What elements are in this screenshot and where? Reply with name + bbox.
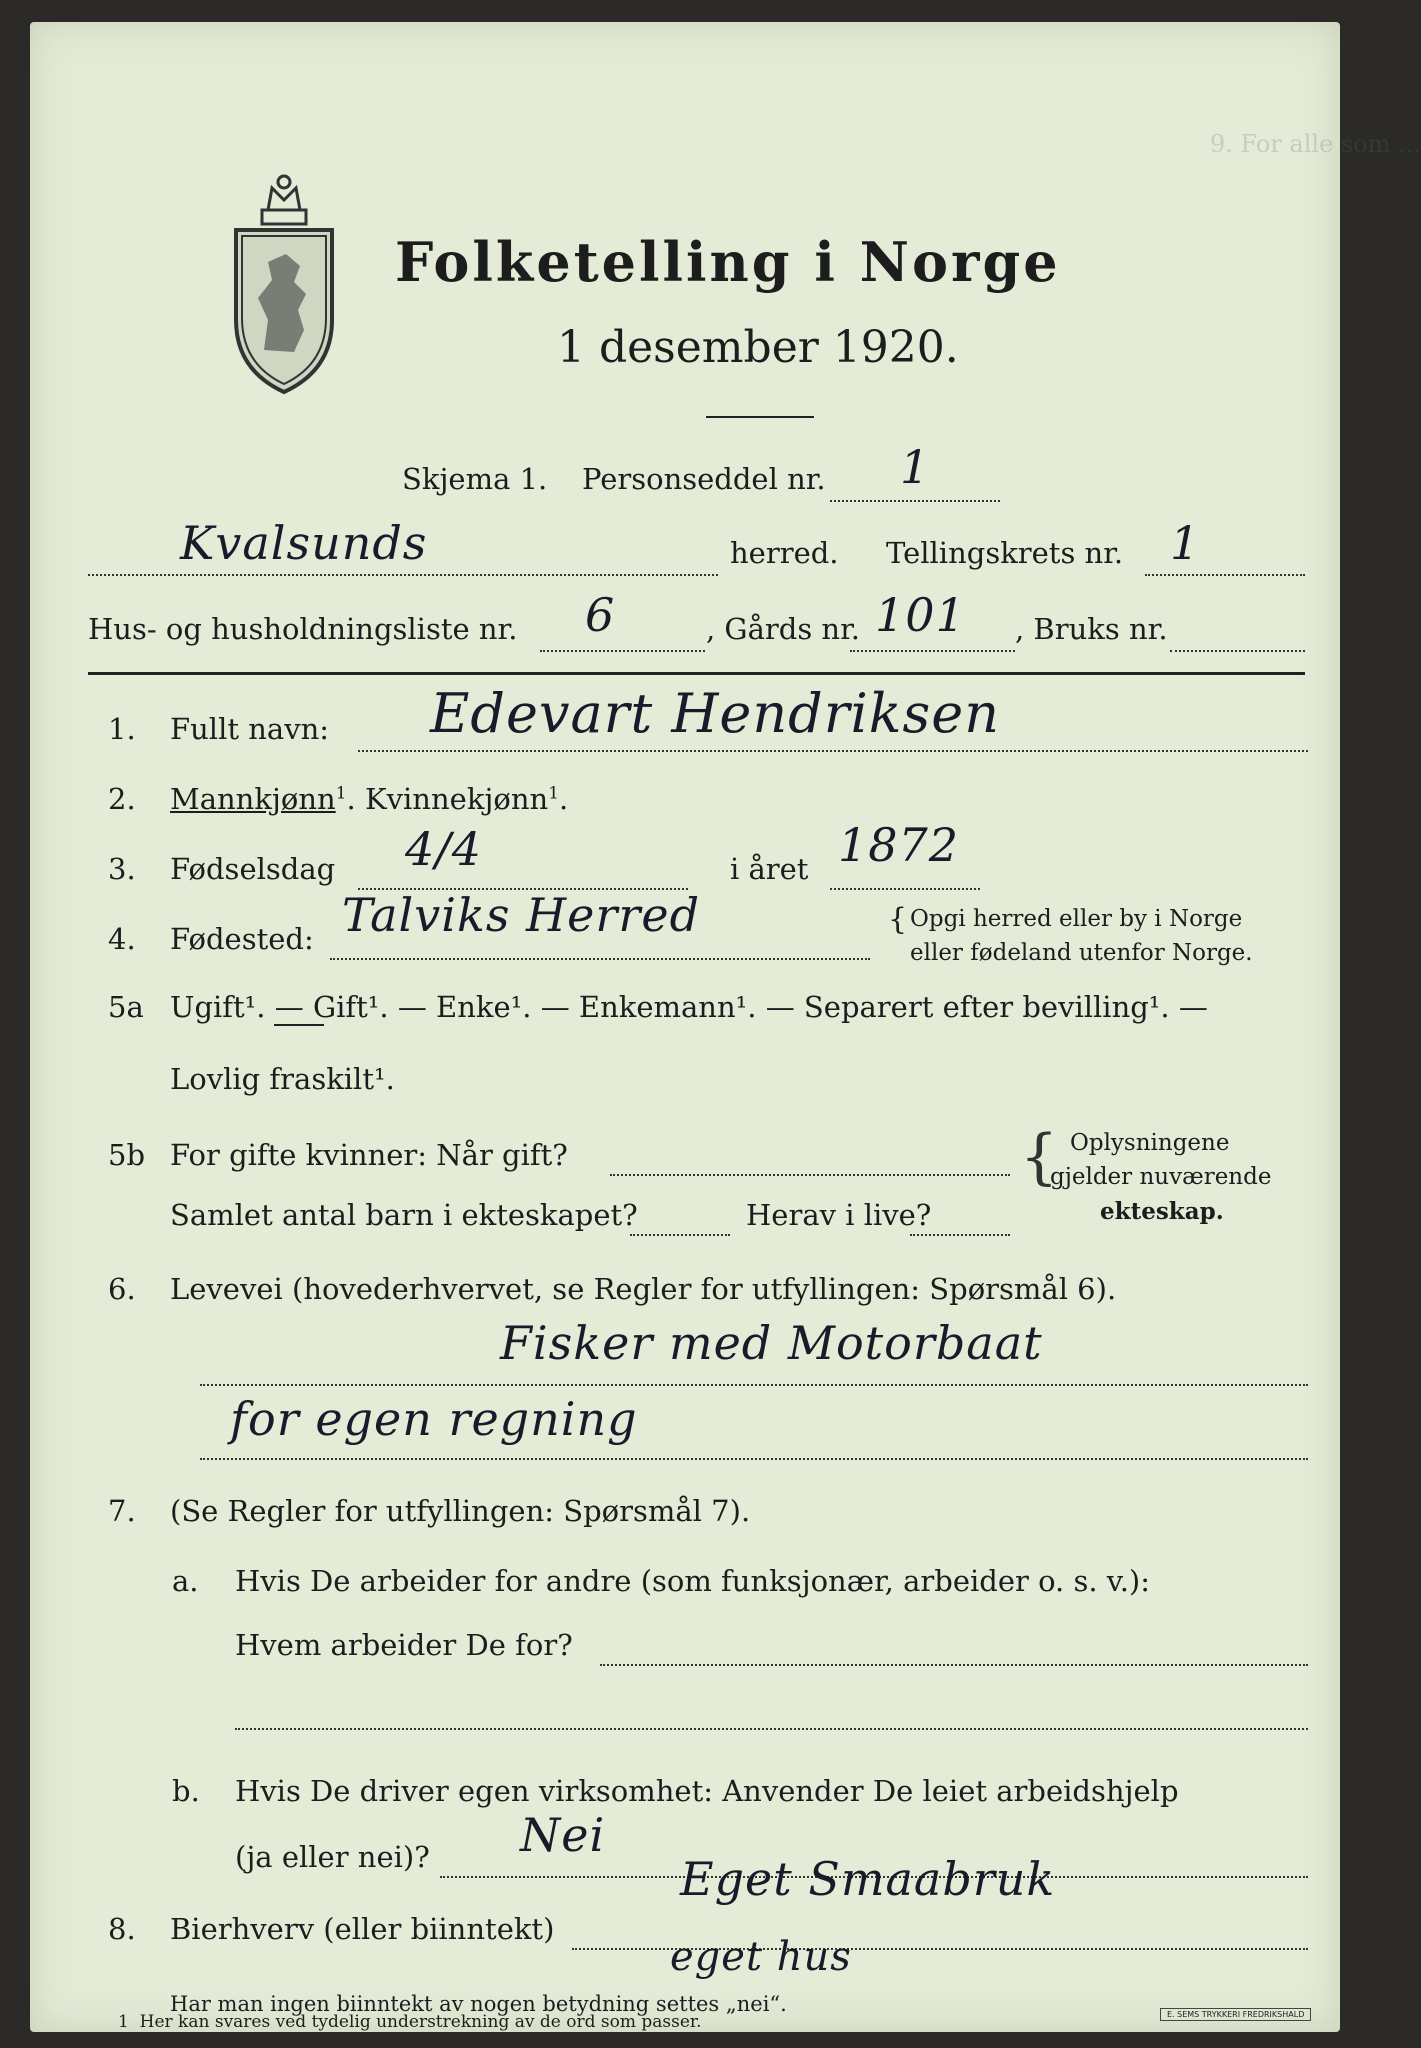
q8-note: Har man ingen biinntekt av nogen betydning settes „nei“. <box>170 1992 787 2016</box>
herred-value[interactable]: Kvalsunds <box>180 516 428 570</box>
q5b-alive-label: Herav i live? <box>746 1198 932 1232</box>
q4-label: Fødested: <box>170 922 314 956</box>
occupation-line-2 <box>200 1458 1308 1460</box>
birthplace-note-1: Opgi herred eller by i Norge <box>910 906 1243 932</box>
gards-line <box>850 650 1015 652</box>
occupation-value-1[interactable]: Fisker med Motorbaat <box>500 1316 1043 1370</box>
children-line <box>630 1234 730 1236</box>
birthday-value[interactable]: 4/4 <box>405 822 483 876</box>
footnote: 1 Her kan svares ved tydelig understrekning av de ord som passer. <box>118 2012 702 2032</box>
tellingskrets-value[interactable]: 1 <box>1170 516 1201 570</box>
q8-number: 8. <box>108 1912 136 1946</box>
q4-number: 4. <box>108 922 136 956</box>
bruks-line <box>1170 650 1305 652</box>
marital-status-options[interactable]: Ugift¹. — Gift¹. — Enke¹. — Enkemann¹. — Separert efter bevilling¹. — <box>170 990 1208 1024</box>
q7b-value[interactable]: Nei <box>520 1808 606 1862</box>
q5b-number: 5b <box>108 1138 146 1172</box>
q2-gender-options: Mannkjønn$^1$. Kvinnekjønn$^1$. <box>170 782 569 816</box>
husliste-label: Hus- og husholdningsliste nr. <box>88 612 518 646</box>
birthplace-note-brace: { <box>888 902 908 937</box>
married-when-line <box>610 1174 1010 1176</box>
form-title: Folketelling i Norge <box>395 230 1061 294</box>
q5b-brace: { <box>1020 1122 1059 1192</box>
q1-line <box>358 750 1308 752</box>
birthplace-note-2: eller fødeland utenfor Norge. <box>910 940 1253 966</box>
occupation-line-1 <box>200 1384 1308 1386</box>
q8-label: Bierhverv (eller biinntekt) <box>170 1912 555 1946</box>
q7b-question: (ja eller nei)? <box>235 1840 430 1874</box>
census-form-page <box>30 22 1421 2032</box>
skjema-label: Skjema 1. <box>402 462 548 496</box>
q5b-note-1: Oplysningene <box>1070 1130 1230 1156</box>
year-label: i året <box>730 852 809 886</box>
q8-value-1[interactable]: Eget Smaabruk <box>680 1852 1056 1906</box>
birthplace-value[interactable]: Talviks Herred <box>342 888 701 942</box>
q5b-married-when-label: For gifte kvinner: Når gift? <box>170 1138 568 1172</box>
printer-mark: E. SEMS TRYKKERI FREDRIKSHALD <box>1160 2008 1311 2021</box>
occupation-value-2[interactable]: for egen regning <box>230 1392 638 1446</box>
tellingskrets-label: Tellingskrets nr. <box>886 536 1124 570</box>
gards-label: , Gårds nr. <box>706 612 860 646</box>
marital-status-options-2[interactable]: Lovlig fraskilt¹. <box>170 1062 395 1096</box>
q5b-children-label: Samlet antal barn i ekteskapet? <box>170 1198 638 1232</box>
q6-label: Levevei (hovederhvervet, se Regler for utfyllingen: Spørsmål 6). <box>170 1272 1117 1306</box>
alive-line <box>910 1234 1010 1236</box>
title-divider <box>706 416 814 418</box>
norway-coat-of-arms-icon <box>228 170 340 402</box>
form-subtitle: 1 desember 1920. <box>557 322 959 373</box>
tellingskrets-line <box>1145 574 1305 576</box>
q7a-text: Hvis De arbeider for andre (som funksjonær, arbeider o. s. v.): <box>235 1564 1151 1598</box>
q1-number: 1. <box>108 712 136 746</box>
q7a-line-1 <box>600 1664 1308 1666</box>
q5b-note-2: gjelder nuværende <box>1050 1164 1272 1190</box>
q7a-question: Hvem arbeider De for? <box>235 1628 573 1662</box>
birthplace-line <box>330 958 870 960</box>
bruks-label: , Bruks nr. <box>1015 612 1168 646</box>
herred-label: herred. <box>730 536 839 570</box>
q7a-line-2 <box>235 1728 1308 1730</box>
birth-year-value[interactable]: 1872 <box>838 818 960 872</box>
female-option[interactable]: Kvinnekjønn <box>364 782 549 816</box>
section-divider <box>88 672 1305 675</box>
full-name-value[interactable]: Edevart Hendriksen <box>430 682 1000 745</box>
gift-underline <box>274 1024 324 1026</box>
bleed-through-text: 9. For alle som ... <box>1210 130 1421 158</box>
husliste-value[interactable]: 6 <box>585 588 616 642</box>
personseddel-value[interactable]: 1 <box>900 440 931 494</box>
q7b-letter: b. <box>172 1774 200 1808</box>
q7-label: (Se Regler for utfyllingen: Spørsmål 7). <box>170 1494 751 1528</box>
year-line <box>830 888 980 890</box>
husliste-line <box>540 650 705 652</box>
q6-number: 6. <box>108 1272 136 1306</box>
q3-label: Fødselsdag <box>170 852 336 886</box>
personseddel-label: Personseddel nr. <box>582 462 826 496</box>
q3-number: 3. <box>108 852 136 886</box>
gards-value[interactable]: 101 <box>875 588 966 642</box>
q2-number: 2. <box>108 782 136 816</box>
q5b-note-3: ekteskap. <box>1100 1198 1224 1225</box>
q8-value-2[interactable]: eget hus <box>670 1934 852 1980</box>
male-option[interactable]: Mannkjønn <box>170 782 336 816</box>
personseddel-line <box>830 500 1000 502</box>
herred-line <box>88 574 718 576</box>
q7a-letter: a. <box>172 1564 199 1598</box>
q1-label: Fullt navn: <box>170 712 330 746</box>
q7-number: 7. <box>108 1494 136 1528</box>
q7b-text: Hvis De driver egen virksomhet: Anvender De leiet arbeidshjelp <box>235 1774 1179 1808</box>
q5a-number: 5a <box>108 990 144 1024</box>
